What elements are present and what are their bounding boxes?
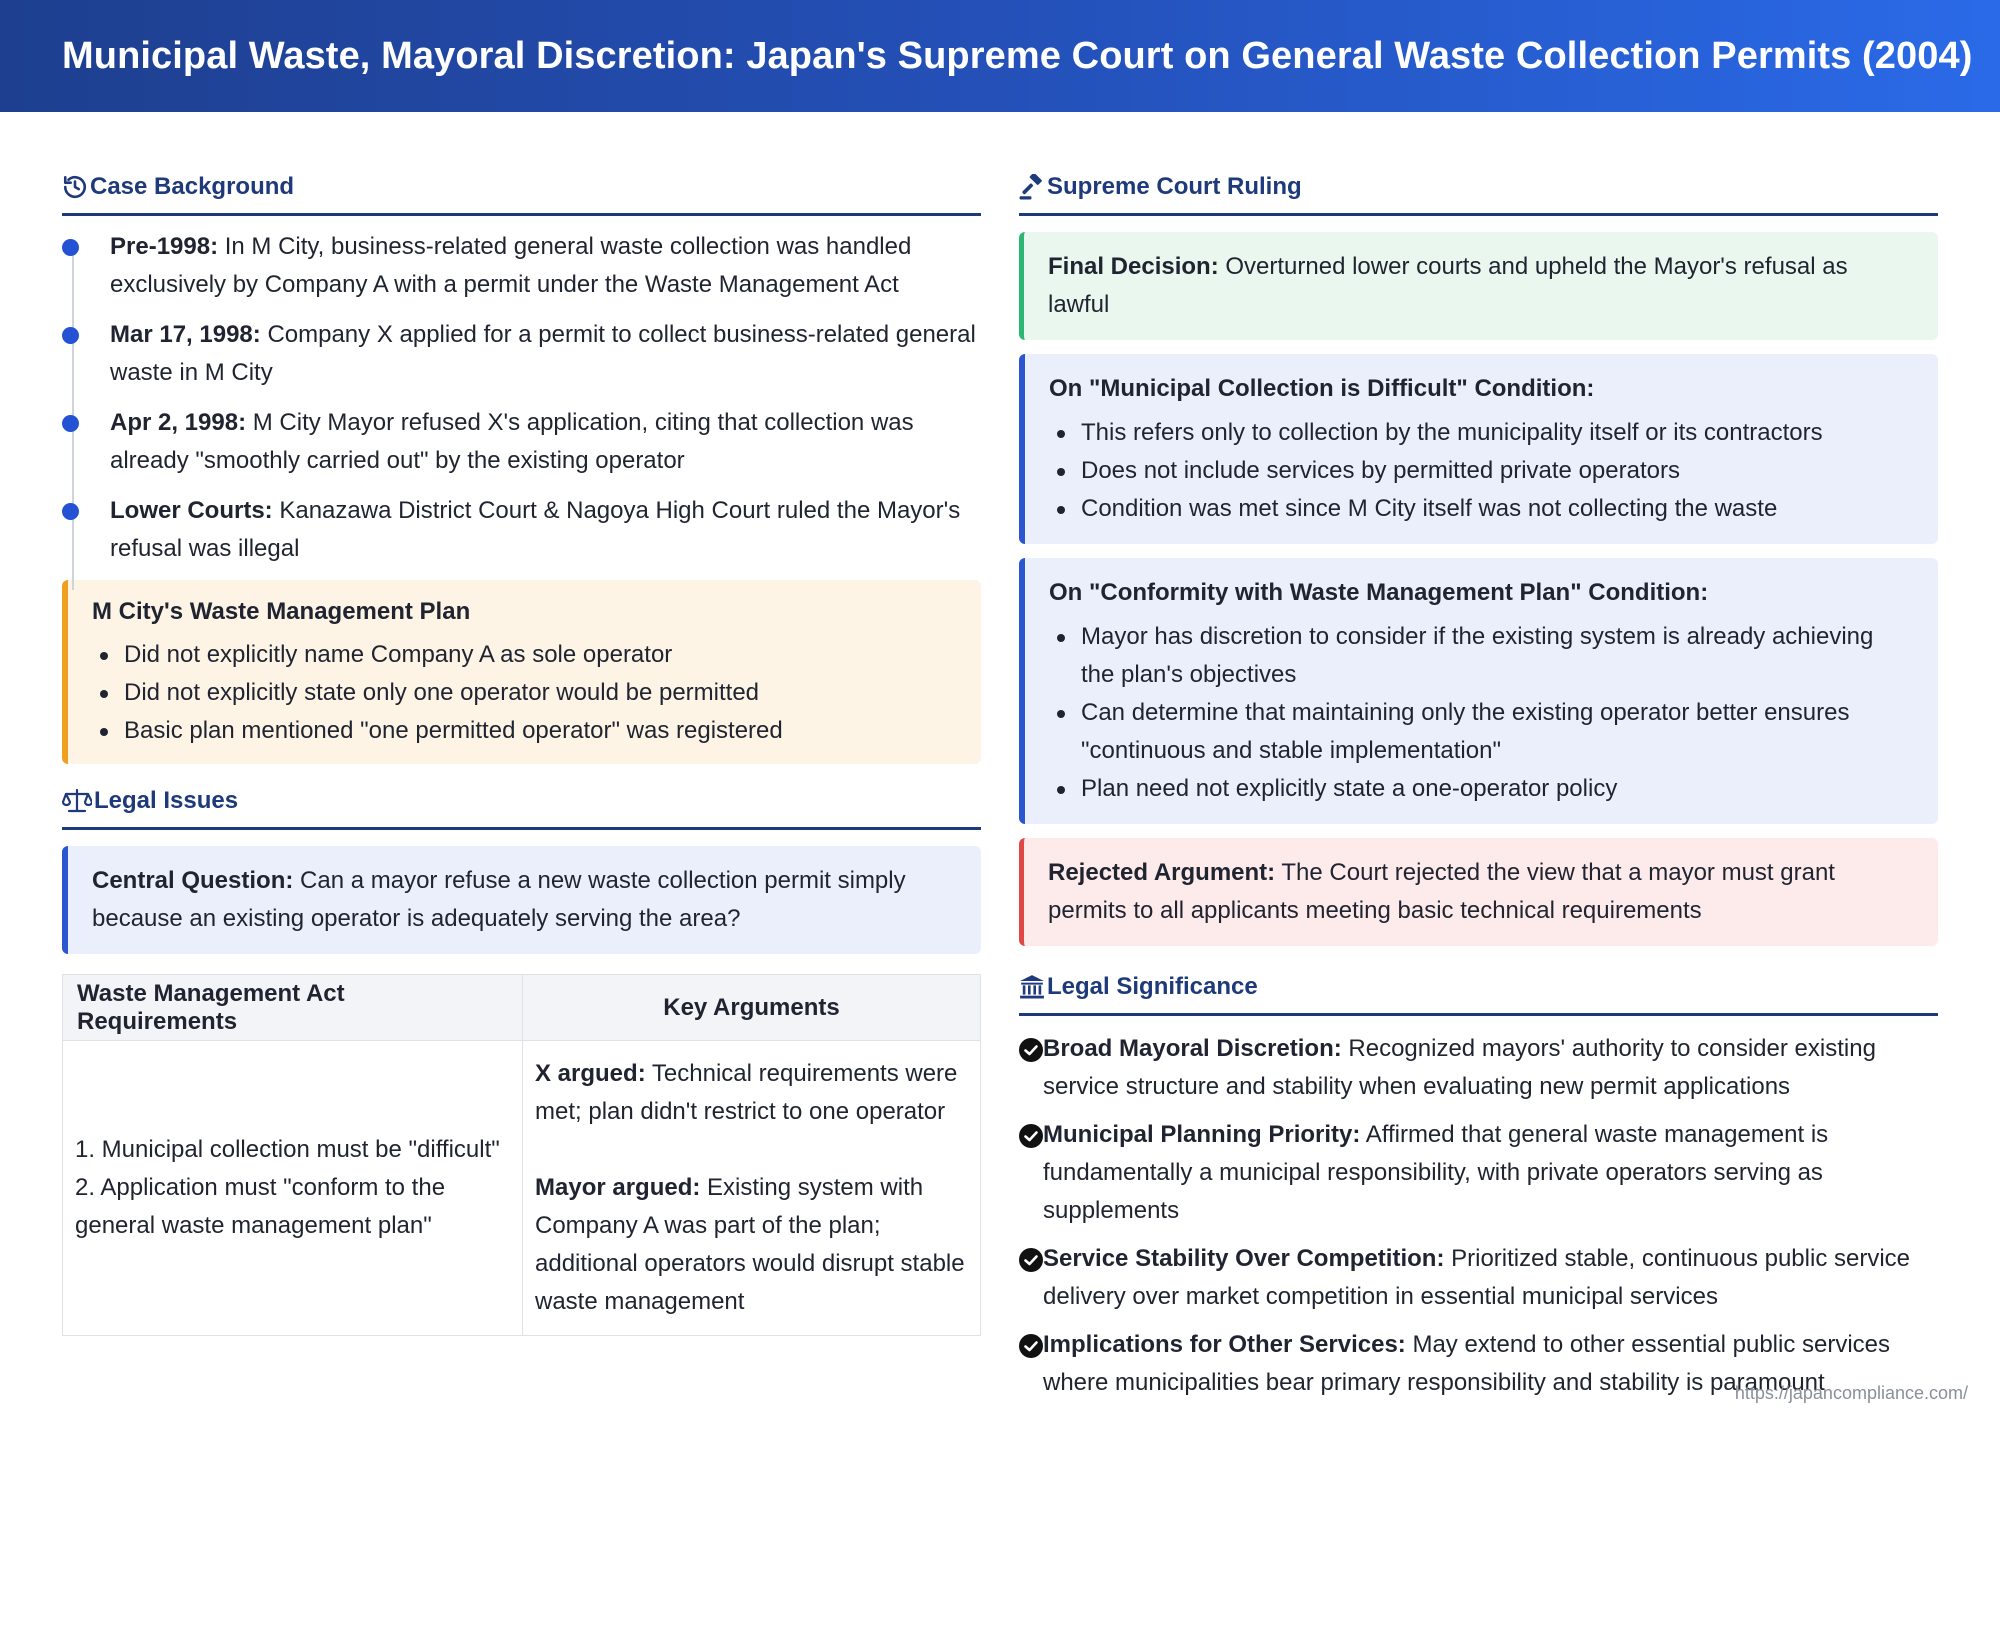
- argument-label: X argued:: [535, 1060, 646, 1087]
- check-circle-icon: [1019, 1332, 1043, 1370]
- list-item: Basic plan mentioned "one permitted operator" was registered: [92, 712, 957, 750]
- timeline-label: Pre-1998:: [110, 233, 219, 260]
- list-item: [1019, 1116, 1938, 1230]
- significance-label: Implications for Other Services:: [1043, 1331, 1406, 1358]
- source-url: https://japancompliance.com/: [1734, 1383, 1968, 1403]
- timeline-dot: [62, 415, 79, 432]
- significance-text: Prioritized stable, continuous public service delivery over market competition in essential municipal services: [1043, 1245, 1911, 1310]
- list-item: Plan need not explicitly state a one-operator policy: [1049, 770, 1910, 808]
- waste-plan-list: [92, 636, 957, 750]
- list-item: [1019, 1240, 1938, 1316]
- argument-item: [535, 1055, 968, 1131]
- significance-label: Service Stability Over Competition:: [1043, 1245, 1445, 1272]
- final-decision-label: Final Decision:: [1048, 253, 1219, 280]
- significance-label: Municipal Planning Priority:: [1043, 1121, 1361, 1148]
- difficult-condition-box: [1019, 354, 1938, 544]
- timeline-item: [110, 492, 981, 568]
- table-header-row: [63, 975, 981, 1041]
- list-item: Did not explicitly name Company A as sole operator: [92, 636, 957, 674]
- timeline-text: Kanazawa District Court & Nagoya High Court ruled the Mayor's refusal was illegal: [110, 497, 961, 562]
- table-row: [63, 1041, 981, 1336]
- list-item: Mayor has discretion to consider if the existing system is already achieving the plan's objectives: [1049, 618, 1910, 694]
- difficult-condition-title: On "Municipal Collection is Difficult" Condition:: [1049, 375, 1595, 402]
- timeline-text: Company X applied for a permit to collect business-related general waste in M City: [110, 321, 976, 386]
- list-item: This refers only to collection by the municipality itself or its contractors: [1049, 414, 1910, 452]
- requirements-table: [62, 974, 981, 1336]
- history-icon: [62, 174, 88, 200]
- list-item: Did not explicitly state only one operator would be permitted: [92, 674, 957, 712]
- timeline-text: M City Mayor refused X's application, citing that collection was already "smoothly carried out" by the existing operator: [110, 409, 914, 474]
- timeline-label: Mar 17, 1998:: [110, 321, 261, 348]
- significance-list: [1019, 1030, 1938, 1402]
- conformity-condition-list: [1049, 618, 1910, 808]
- requirement-item: 2. Application must "conform to the general waste management plan": [75, 1174, 446, 1239]
- table-header: Key Arguments: [523, 975, 981, 1041]
- section-legal-significance: [1019, 960, 1938, 1016]
- section-case-background: [62, 160, 981, 216]
- section-title: Supreme Court Ruling: [1047, 172, 1302, 200]
- table-header: Waste Management Act Requirements: [63, 975, 523, 1041]
- argument-text: Existing system with Company A was part of the plan; additional operators would disrupt stable waste management: [535, 1174, 965, 1315]
- final-decision-text: Overturned lower courts and upheld the Mayor's refusal as lawful: [1048, 253, 1848, 318]
- significance-text: May extend to other essential public services where municipalities bear primary responsibility and stability is paramount: [1043, 1331, 1891, 1396]
- conformity-condition-box: [1019, 558, 1938, 824]
- difficult-condition-list: [1049, 414, 1910, 528]
- arguments-cell: [523, 1041, 981, 1336]
- section-legal-issues: [62, 774, 981, 830]
- list-item: Condition was met since M City itself was not collecting the waste: [1049, 490, 1910, 528]
- check-circle-icon: [1019, 1246, 1043, 1284]
- right-column: [1019, 160, 1938, 1412]
- list-item: [1019, 1030, 1938, 1106]
- case-timeline: [62, 228, 981, 568]
- check-circle-icon: [1019, 1036, 1043, 1074]
- timeline-dot: [62, 327, 79, 344]
- conformity-condition-title: On "Conformity with Waste Management Plan" Condition:: [1049, 579, 1709, 606]
- check-circle-icon: [1019, 1122, 1043, 1160]
- argument-item: [535, 1169, 968, 1321]
- argument-label: Mayor argued:: [535, 1174, 701, 1201]
- argument-text: Technical requirements were met; plan didn't restrict to one operator: [535, 1060, 958, 1125]
- significance-text: Recognized mayors' authority to consider existing service structure and stability when evaluating new permit applications: [1043, 1035, 1876, 1100]
- timeline-item: [110, 404, 981, 480]
- central-question-label: Central Question:: [92, 867, 294, 894]
- gavel-icon: [1019, 174, 1045, 200]
- timeline-dot: [62, 239, 79, 256]
- timeline-item: [110, 228, 981, 304]
- timeline-label: Apr 2, 1998:: [110, 409, 247, 436]
- timeline-label: Lower Courts:: [110, 497, 273, 524]
- section-supreme-court-ruling: [1019, 160, 1938, 216]
- timeline-text: In M City, business-related general waste collection was handled exclusively by Company A with a permit under the Waste Management Act: [110, 233, 912, 298]
- central-question-text: Can a mayor refuse a new waste collection permit simply because an existing operator is adequately serving the area?: [92, 867, 906, 932]
- scale-icon: [62, 788, 92, 814]
- timeline-dot: [62, 503, 79, 520]
- rejected-argument-text: The Court rejected the view that a mayor must grant permits to all applicants meeting basic technical requirements: [1048, 859, 1835, 924]
- page-header: [0, 0, 2000, 112]
- waste-plan-title: M City's Waste Management Plan: [92, 598, 471, 625]
- page-title: Municipal Waste, Mayoral Discretion: Japan's Supreme Court on General Waste Collection Permits (2004): [62, 34, 1973, 77]
- section-title: Legal Issues: [94, 786, 239, 814]
- section-title: Case Background: [90, 172, 295, 200]
- central-question-box: [62, 846, 981, 954]
- significance-text: Affirmed that general waste management is fundamentally a municipal responsibility, with private operators serving as supplements: [1043, 1121, 1829, 1224]
- significance-label: Broad Mayoral Discretion:: [1043, 1035, 1342, 1062]
- rejected-argument-label: Rejected Argument:: [1048, 859, 1276, 886]
- landmark-icon: [1019, 974, 1045, 1000]
- left-column: [62, 160, 981, 1336]
- requirements-cell: [63, 1041, 523, 1336]
- list-item: Does not include services by permitted private operators: [1049, 452, 1910, 490]
- waste-plan-box: [62, 580, 981, 764]
- rejected-argument-box: [1019, 838, 1938, 946]
- requirement-item: 1. Municipal collection must be "difficult": [75, 1136, 500, 1163]
- list-item: Can determine that maintaining only the existing operator better ensures "continuous and stable implementation": [1049, 694, 1910, 770]
- final-decision-box: [1019, 232, 1938, 340]
- timeline-item: [110, 316, 981, 392]
- section-title: Legal Significance: [1047, 972, 1258, 1000]
